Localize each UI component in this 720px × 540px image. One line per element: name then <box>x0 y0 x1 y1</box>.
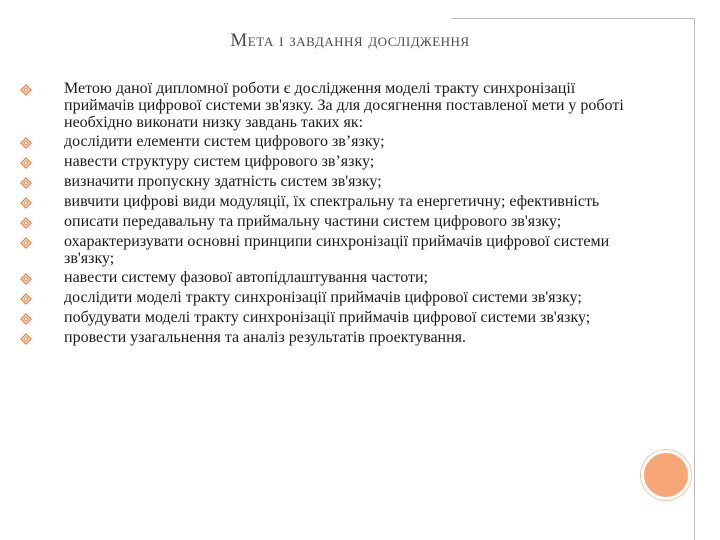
decorative-frame-right <box>694 18 695 540</box>
bullet-item <box>20 193 635 211</box>
bullet-item <box>20 80 635 131</box>
hollow-diamond-icon <box>20 174 42 191</box>
bullet-list <box>20 80 635 349</box>
bullet-item <box>20 153 635 171</box>
bullet-text: провести узагальнення та аналіз результатів проектування. <box>64 329 467 346</box>
decorative-frame-top <box>452 18 694 19</box>
bullet-text: навести систему фазової автопідлаштування частоти; <box>64 269 428 286</box>
hollow-diamond-icon <box>20 290 42 307</box>
hollow-diamond-icon <box>20 81 42 98</box>
hollow-diamond-icon <box>20 234 42 251</box>
bullet-item <box>20 133 635 151</box>
bullet-item <box>20 269 635 287</box>
bullet-text: вивчити цифрові види модуляції, їх спектральну та енергетичну; ефективність <box>64 193 600 210</box>
accent-circle <box>641 450 691 500</box>
bullet-item <box>20 309 635 327</box>
hollow-diamond-icon <box>20 134 42 151</box>
bullet-item <box>20 233 635 267</box>
bullet-item <box>20 173 635 191</box>
bullet-text: визначити пропускну здатність систем зв'язку; <box>64 173 382 190</box>
hollow-diamond-icon <box>20 270 42 287</box>
slide-title: Мета і завдання дослідження <box>230 30 470 51</box>
hollow-diamond-icon <box>20 214 42 231</box>
hollow-diamond-icon <box>20 330 42 347</box>
bullet-text: навести структуру систем цифрового зв’язку; <box>64 153 375 170</box>
bullet-text: описати передавальну та приймальну частини систем цифрового зв'язку; <box>64 213 562 230</box>
hollow-diamond-icon <box>20 310 42 327</box>
bullet-text: дослідити елементи систем цифрового зв’язку; <box>64 133 385 150</box>
bullet-item <box>20 213 635 231</box>
bullet-text: Метою даної дипломної роботи є дослідження моделі тракту синхронізації приймачів цифрової системи зв'язку. За для досягнення поставленої мети у роботі необхідно виконати низку завдань таких як: <box>64 80 624 131</box>
bullet-text: дослідити моделі тракту синхронізації приймачів цифрової системи зв'язку; <box>64 289 582 306</box>
bullet-text: побудувати моделі тракту синхронізації приймачів цифрової системи зв'язку; <box>64 309 591 326</box>
hollow-diamond-icon <box>20 194 42 211</box>
bullet-item <box>20 329 635 347</box>
hollow-diamond-icon <box>20 154 42 171</box>
bullet-item <box>20 289 635 307</box>
bullet-text: охарактеризувати основні принципи синхронізації приймачів цифрової системи зв'язку; <box>64 233 610 267</box>
